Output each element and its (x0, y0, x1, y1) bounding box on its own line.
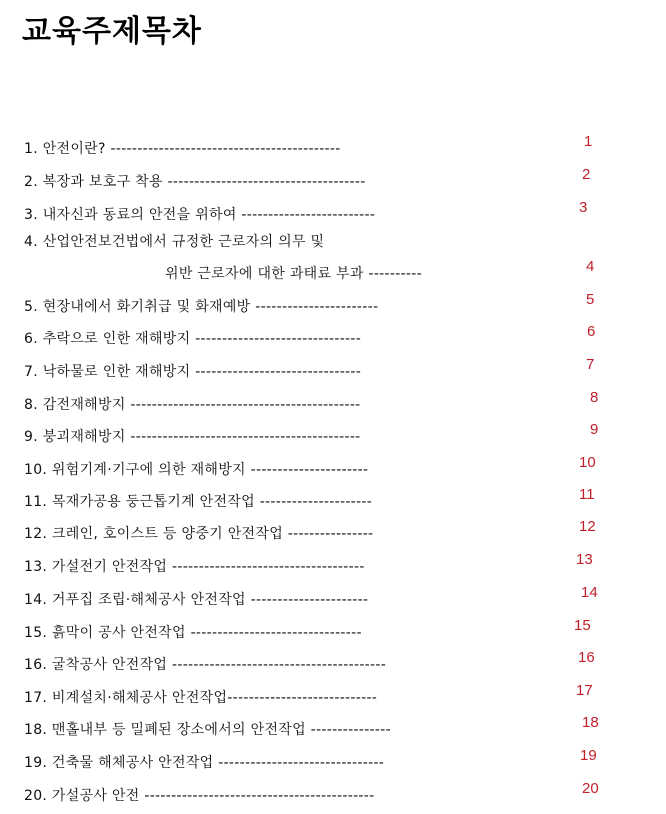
toc-entry-text: 11. 목재가공용 둥근톱기계 안전작업 --------------------- (24, 494, 373, 510)
toc-entry-page-number: 15 (574, 617, 591, 634)
toc-entry-1 (24, 133, 634, 161)
toc-entry-page-number: 16 (578, 649, 595, 666)
toc-entry-text: 19. 건축물 해체공사 안전작업 ------------------------------- (24, 755, 385, 771)
toc-entry-text: 8. 감전재해방지 ------------------------------------------- (24, 397, 361, 413)
toc-entry-text: 17. 비계설치·해체공사 안전작업---------------------------- (24, 690, 378, 706)
toc-entry-14 (24, 584, 634, 612)
toc-entry-page-number: 8 (590, 389, 599, 406)
toc-entry-text: 3. 내자신과 동료의 안전을 위하여 ------------------------- (24, 207, 376, 223)
page-title: 교육주제목차 (22, 14, 202, 49)
toc-entry-18 (24, 714, 634, 742)
toc-entry-9 (24, 421, 634, 449)
toc-entry-19 (24, 747, 634, 775)
toc-entry-text: 15. 흙막이 공사 안전작업 -------------------------------- (24, 625, 362, 641)
toc-entry-17 (24, 682, 634, 710)
toc-entry-text: 14. 거푸집 조립·해체공사 안전작업 ---------------------- (24, 592, 369, 608)
toc-entry-10 (24, 454, 634, 482)
toc-entry-page-number: 1 (584, 133, 593, 150)
toc-entry-text: 13. 가설전기 안전작업 ------------------------------------ (24, 559, 365, 575)
toc-entry-text: 6. 추락으로 인한 재해방지 ------------------------------- (24, 331, 362, 347)
toc-entry-12 (24, 518, 634, 546)
toc-entry-page-number: 4 (586, 258, 595, 275)
toc-entry-text: 16. 굴착공사 안전작업 ---------------------------------------- (24, 657, 387, 673)
toc-entry-text: 10. 위험기계·기구에 의한 재해방지 ---------------------- (24, 462, 369, 478)
toc-entry-text: 12. 크레인, 호이스트 등 양중기 안전작업 ---------------- (24, 526, 374, 542)
toc-entry-page-number: 5 (586, 291, 595, 308)
toc-entry-page-number: 18 (582, 714, 599, 731)
toc-entry-text: 4. 산업안전보건법에서 규정한 근로자의 의무 및 (24, 234, 325, 250)
toc-entry-text: 5. 현장내에서 화기취급 및 화재예방 ----------------------- (24, 299, 379, 315)
toc-entry-page-number: 12 (579, 518, 596, 535)
toc-entry-page-number: 20 (582, 780, 599, 797)
toc-entry-20 (24, 780, 634, 808)
toc-entry-2 (24, 166, 634, 194)
toc-entry-6 (24, 323, 634, 351)
toc-entry-page-number: 7 (586, 356, 595, 373)
toc-entry-text: 2. 복장과 보호구 착용 ------------------------------------- (24, 174, 366, 190)
toc-entry-page-number: 9 (590, 421, 599, 438)
toc-entry-4 (24, 230, 634, 282)
toc-entry-15 (24, 617, 634, 645)
toc-entry-text: 1. 안전이란? ------------------------------------------- (24, 141, 341, 157)
toc-entry-page-number: 10 (579, 454, 596, 471)
toc-entry-16 (24, 649, 634, 677)
toc-entry-11 (24, 486, 634, 514)
toc-entry-text: 9. 붕괴재해방지 ------------------------------------------- (24, 429, 361, 445)
toc-entry-page-number: 2 (582, 166, 591, 183)
toc-entry-13 (24, 551, 634, 579)
toc-entry-page-number: 11 (579, 486, 595, 503)
toc-entry-page-number: 6 (587, 323, 596, 340)
toc-entry-page-number: 19 (580, 747, 597, 764)
toc-entry-text: 18. 맨홀내부 등 밀폐된 장소에서의 안전작업 --------------- (24, 722, 391, 738)
toc-entry-page-number: 14 (581, 584, 598, 601)
toc-entry-text: 7. 낙하물로 인한 재해방지 ------------------------------- (24, 364, 362, 380)
toc-entry-7 (24, 356, 634, 384)
toc-entry-page-number: 3 (579, 199, 588, 216)
toc-entry-5 (24, 291, 634, 319)
toc-entry-3 (24, 199, 634, 227)
toc-entry-continuation: 위반 근로자에 대한 과태료 부과 ---------- (165, 266, 422, 282)
toc-entry-page-number: 17 (576, 682, 593, 699)
toc-entry-text: 20. 가설공사 안전 ------------------------------------------- (24, 788, 375, 804)
toc-entry-8 (24, 389, 634, 417)
toc-entry-page-number: 13 (576, 551, 593, 568)
